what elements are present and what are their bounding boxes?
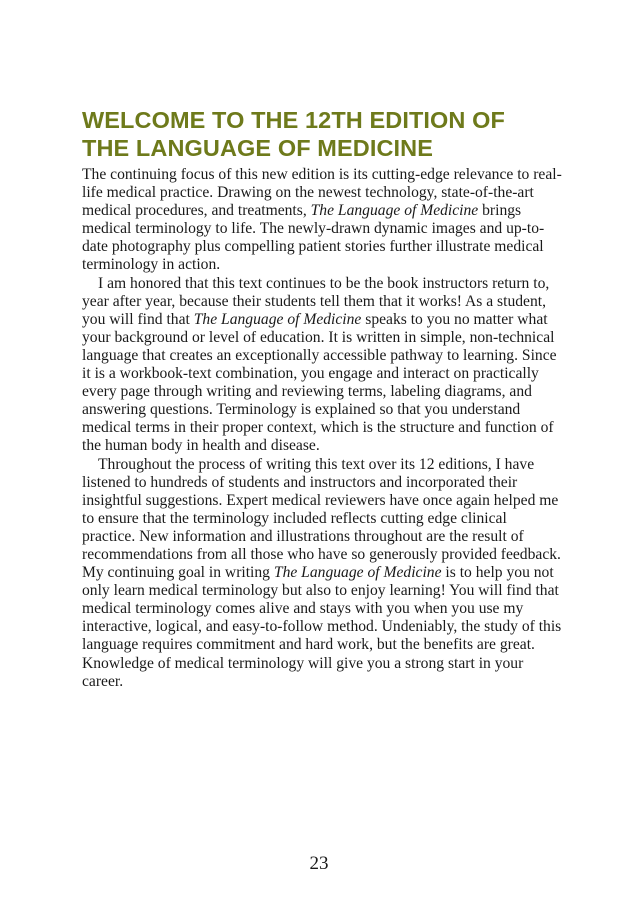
page-title-line-2: THE LANGUAGE OF MEDICINE: [82, 135, 433, 161]
paragraph-1-text-a: The continuing focus of this new edition is its cutting-edge relevance to real-life medical practice. Drawing on the newest technology, state-of-the-art medical procedures, and treatments,: [82, 166, 562, 220]
paragraph-3: [82, 456, 562, 691]
paragraph-3-text-a: Throughout the process of writing this text over its 12 editions, I have listened to hundreds of students and instructors and incorporated their insightful suggestions. Expert medical reviewers have once again helped me to ensure that the terminology included reflects cutting edge clinical practice. New information and illustrations throughout are the result of recommendations from all those who have so generously provided feedback. My continuing goal in writing: [82, 455, 561, 582]
page-title-line-1: WELCOME TO THE 12TH EDITION OF: [82, 107, 505, 133]
paragraph-3-text-b: is to help you not only learn medical terminology but also to enjoy learning! You will find that medical terminology comes alive and stays with you when you use my interactive, logical, and easy-to-follow method. Undeniably, the study of this language requires commitment and hard work, but the benefits are great. Knowledge of medical terminology will give you a strong start in your career.: [82, 564, 562, 690]
paragraph-1-text-b: brings medical terminology to life. The newly-drawn dynamic images and up-to-date photography plus compelling patient stories further illustrate medical terminology in action.: [82, 202, 545, 274]
page-title: [82, 106, 562, 162]
book-title-italic: The Language of Medicine: [193, 310, 362, 328]
book-title-italic: The Language of Medicine: [310, 202, 479, 220]
paragraph-2-text-b: speaks to you no matter what your background or level of education. It is written in simple, non-technical language that creates an exceptionally accessible pathway to learning. Since it is a workbook-text combination, you engage and interact on practically every page through writing and reviewing terms, labeling diagrams, and answering questions. Terminology is explained so that you understand medical terms in their proper context, which is the structure and function of the human body in health and disease.: [82, 310, 557, 455]
body-text: [82, 166, 562, 691]
paragraph-1: [82, 166, 562, 275]
paragraph-2: [82, 275, 562, 456]
page-number: 23: [309, 853, 329, 874]
book-title-italic: The Language of Medicine: [273, 564, 442, 582]
paragraph-2-text-a: I am honored that this text continues to be the book instructors return to, year after year, because their students tell them that it works! As a student, you will find that: [82, 274, 550, 328]
